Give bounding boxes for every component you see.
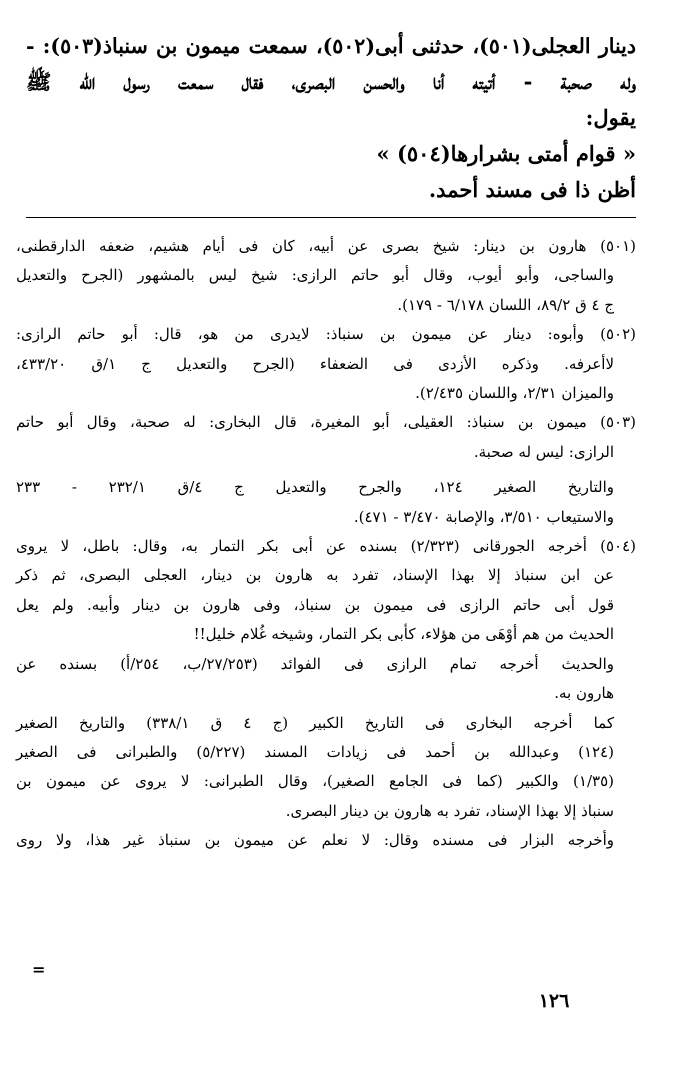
main-line-2: وله صحبة - أتيته أنا والحسن البصرى، فقال سمعت رسول الله ﷺ [26,69,636,94]
page-number: ١٢٦ [538,990,570,1012]
footnote-503-line-3: والتاريخ الصغير ١٢٤، والجرح والتعديل ج ٤/ق ٢٣٢/١ - ٢٣٣ [16,478,614,497]
main-line-1: دينار العجلى(٥٠١)، حدثنى أبى(٥٠٢)، سمعت ميمون بن سنباذ(٥٠٣): - [26,34,636,58]
footnote-504-line-9: (١/٣٥) والكبير (كما فى الجامع الصغير)، وقال الطبرانى: لا يروى عن ميمون بن [16,772,614,791]
footnote-502-line-1: (٥٠٢) وأبوه: دينار عن ميمون بن سنباذ: لايدرى من هو، قال: أبو حاتم الرازى: [16,325,636,344]
hadith-text: « قوام أمتى بشرارها(٥٠٤) » [376,141,636,166]
footnote-504-line-10: سنباذ إلا بهذا الإسناد، تفرد به هارون بن دينار البصرى. [285,801,614,820]
footnote-502-line-2: لاأعرفه. وذكره الأزدى فى الضعفاء (الجرح والتعديل ج ١/ق ٤٣٣/٢٠، [16,354,614,373]
footnote-502-line-3: والميزان ٢/٣١، واللسان ٢/٤٣٥). [415,384,614,403]
footnote-504-line-3: قول أبى حاتم الرازى فى ميمون بن سنباذ، وفى هارون بن دينار وأبيه. ولم يعل [16,595,614,614]
footnote-504-line-11: وأخرجه البزار فى مسنده وقال: لا نعلم عن ميمون بن سنباذ غير هذا، ولا روى [16,831,614,850]
footnote-504-line-4: الحديث من هم أوْهَى من هؤلاء، كأبى بكر التمار، وشيخه غُلام خليل!! [193,625,614,644]
main-line-5: أظن ذا فى مسند أحمد. [428,177,636,202]
main-line-3: يقول: [585,105,636,130]
footnote-separator [26,217,636,218]
footnote-504-line-2: عن ابن سنباذ إلا بهذا الإسناد، تفرد به هارون بن دينار، العجلى البصرى، ثم ذكر [16,566,614,585]
footnote-501-line-3: ج ٤ ق ٨٩/٢، اللسان ٦/١٧٨ - ١٧٩). [397,295,614,314]
main-text [26,28,636,208]
footnote-503-line-4: والاستيعاب ٣/٥١٠، والإصابة ٣/٤٧٠ - ٤٧١). [353,507,614,526]
footnotes [16,232,636,856]
footnote-504-line-6: هارون به. [554,684,614,703]
footnote-501-line-1: (٥٠١) هارون بن دينار: شيخ بصرى عن أبيه، كان فى أيام هشيم، ضعفه الدارقطنى، [16,237,636,255]
footnote-504-line-7: كما أخرجه البخارى فى التاريخ الكبير (ج ٤ ق ٣٣٨/١) والتاريخ الصغير [16,713,614,732]
footnote-504-line-8: (١٢٤) وعبدالله بن أحمد فى زيادات المسند (٥/٢٢٧) والطبرانى فى الصغير [16,742,614,761]
footnote-501-line-2: والساجى، وأبو أيوب، وقال أبو حاتم الرازى: شيخ ليس بالمشهور (الجرح والتعديل [16,266,614,285]
footnote-503-line-2: الرازى: ليس له صحبة. [473,442,614,461]
footnote-504-line-5: والحديث أخرجه تمام الرازى فى الفوائد (٢٧/٢٥٣/ب، ٢٥٤/أ) بسنده عن [16,654,614,673]
continuation-mark: = [32,960,46,979]
footnote-504-line-1: (٥٠٤) أخرجه الجورقانى (٢/٣٢٣) بسنده عن أبى بكر التمار به، وقال: باطل، لا يروى [16,537,636,556]
footnote-503-line-1: (٥٠٣) ميمون بن سنباذ: العقيلى، أبو المغيرة، قال البخارى: له صحبة، وقال أبو حاتم [16,413,636,432]
